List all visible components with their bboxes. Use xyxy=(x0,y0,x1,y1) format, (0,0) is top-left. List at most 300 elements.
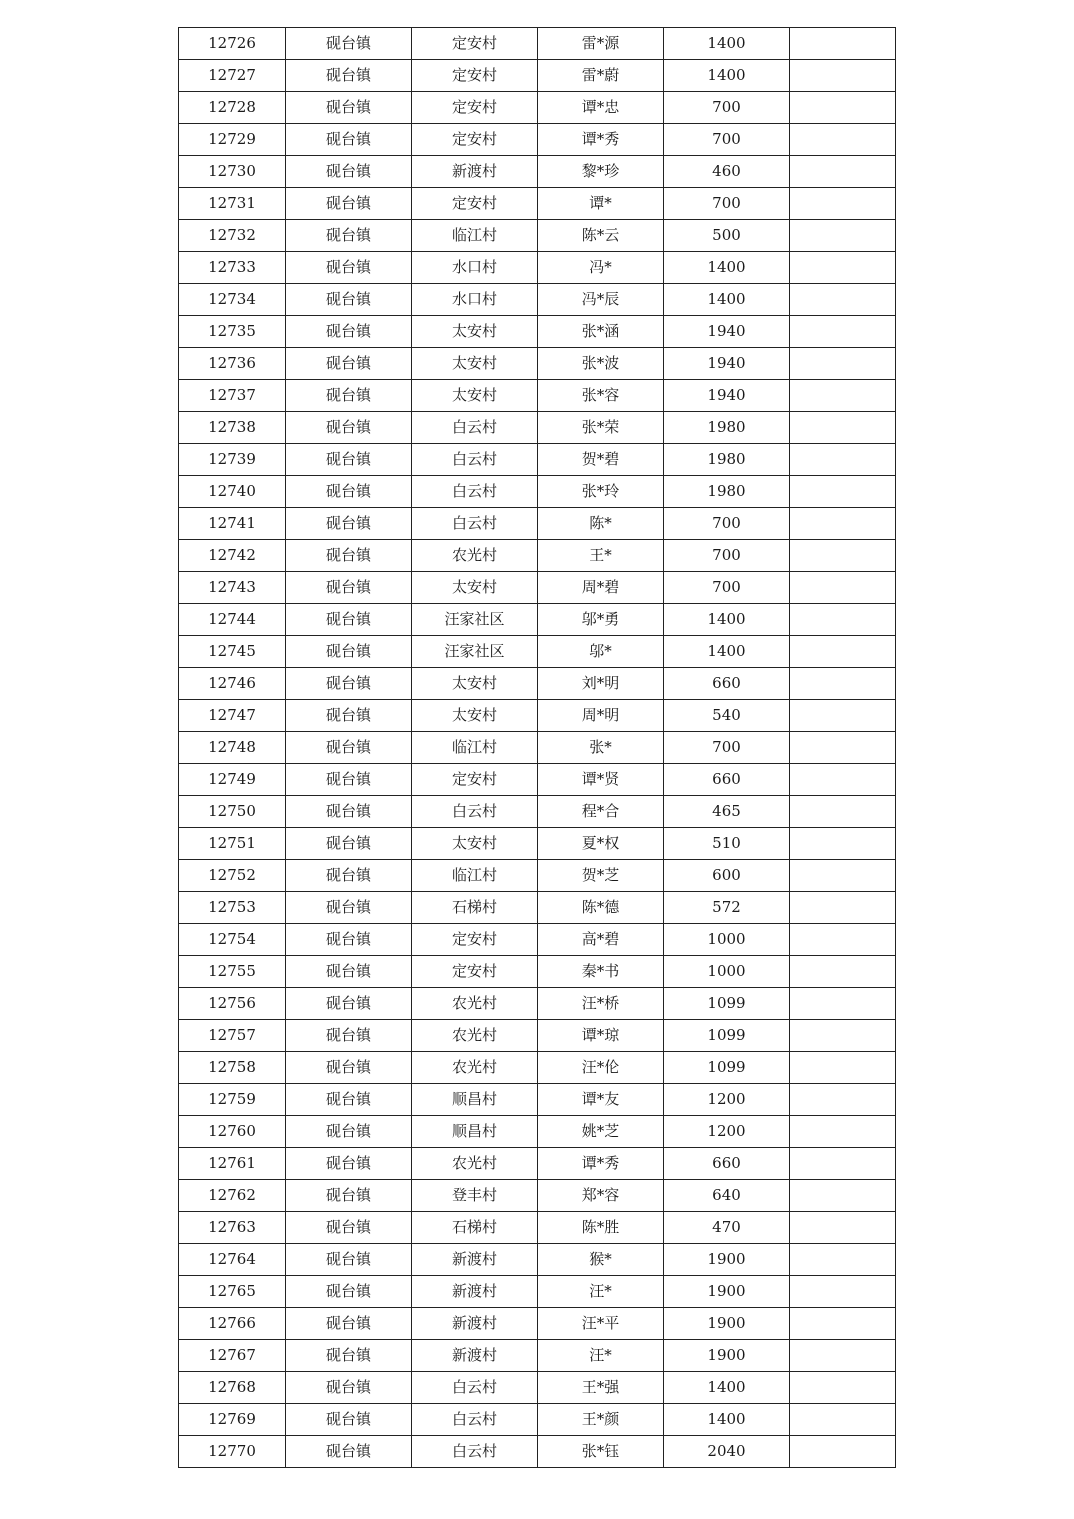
amount-cell: 510 xyxy=(664,828,790,860)
village-cell: 临江村 xyxy=(412,860,538,892)
row-number-cell: 12736 xyxy=(179,348,286,380)
row-number-cell: 12765 xyxy=(179,1276,286,1308)
remark-cell xyxy=(790,956,896,988)
table-row xyxy=(179,1244,896,1276)
row-number-cell: 12727 xyxy=(179,60,286,92)
remark-cell xyxy=(790,92,896,124)
remark-cell xyxy=(790,668,896,700)
row-number-cell: 12745 xyxy=(179,636,286,668)
town-cell: 砚台镇 xyxy=(286,1180,412,1212)
table-row xyxy=(179,92,896,124)
amount-cell: 1900 xyxy=(664,1340,790,1372)
name-cell: 姚*芝 xyxy=(538,1116,664,1148)
town-cell: 砚台镇 xyxy=(286,1148,412,1180)
amount-cell: 660 xyxy=(664,668,790,700)
amount-cell: 1400 xyxy=(664,284,790,316)
row-number-cell: 12732 xyxy=(179,220,286,252)
amount-cell: 640 xyxy=(664,1180,790,1212)
amount-cell: 572 xyxy=(664,892,790,924)
town-cell: 砚台镇 xyxy=(286,156,412,188)
village-cell: 顺昌村 xyxy=(412,1116,538,1148)
name-cell: 周*明 xyxy=(538,700,664,732)
town-cell: 砚台镇 xyxy=(286,1020,412,1052)
village-cell: 白云村 xyxy=(412,412,538,444)
row-number-cell: 12759 xyxy=(179,1084,286,1116)
table-row xyxy=(179,860,896,892)
name-cell: 贺*碧 xyxy=(538,444,664,476)
village-cell: 白云村 xyxy=(412,476,538,508)
amount-cell: 540 xyxy=(664,700,790,732)
remark-cell xyxy=(790,1372,896,1404)
town-cell: 砚台镇 xyxy=(286,892,412,924)
remark-cell xyxy=(790,892,896,924)
row-number-cell: 12743 xyxy=(179,572,286,604)
town-cell: 砚台镇 xyxy=(286,636,412,668)
town-cell: 砚台镇 xyxy=(286,604,412,636)
amount-cell: 1400 xyxy=(664,28,790,60)
name-cell: 冯* xyxy=(538,252,664,284)
village-cell: 汪家社区 xyxy=(412,604,538,636)
amount-cell: 1900 xyxy=(664,1308,790,1340)
name-cell: 夏*权 xyxy=(538,828,664,860)
remark-cell xyxy=(790,1020,896,1052)
table-row xyxy=(179,540,896,572)
village-cell: 白云村 xyxy=(412,1372,538,1404)
village-cell: 农光村 xyxy=(412,1020,538,1052)
town-cell: 砚台镇 xyxy=(286,1372,412,1404)
table-row xyxy=(179,124,896,156)
village-cell: 太安村 xyxy=(412,572,538,604)
name-cell: 谭*秀 xyxy=(538,1148,664,1180)
town-cell: 砚台镇 xyxy=(286,124,412,156)
table-row xyxy=(179,28,896,60)
amount-cell: 1940 xyxy=(664,348,790,380)
amount-cell: 500 xyxy=(664,220,790,252)
table-row xyxy=(179,828,896,860)
remark-cell xyxy=(790,156,896,188)
village-cell: 太安村 xyxy=(412,668,538,700)
table-row xyxy=(179,1404,896,1436)
town-cell: 砚台镇 xyxy=(286,732,412,764)
name-cell: 张*容 xyxy=(538,380,664,412)
village-cell: 临江村 xyxy=(412,220,538,252)
remark-cell xyxy=(790,732,896,764)
table-row xyxy=(179,1084,896,1116)
table-row xyxy=(179,1276,896,1308)
remark-cell xyxy=(790,508,896,540)
name-cell: 猴* xyxy=(538,1244,664,1276)
row-number-cell: 12753 xyxy=(179,892,286,924)
table-row xyxy=(179,956,896,988)
table-row xyxy=(179,188,896,220)
name-cell: 邬* xyxy=(538,636,664,668)
name-cell: 冯*辰 xyxy=(538,284,664,316)
remark-cell xyxy=(790,220,896,252)
village-cell: 新渡村 xyxy=(412,1276,538,1308)
village-cell: 农光村 xyxy=(412,1052,538,1084)
row-number-cell: 12742 xyxy=(179,540,286,572)
town-cell: 砚台镇 xyxy=(286,572,412,604)
amount-cell: 700 xyxy=(664,188,790,220)
town-cell: 砚台镇 xyxy=(286,988,412,1020)
remark-cell xyxy=(790,1340,896,1372)
amount-cell: 660 xyxy=(664,764,790,796)
table-row xyxy=(179,764,896,796)
table-row xyxy=(179,1308,896,1340)
amount-cell: 600 xyxy=(664,860,790,892)
amount-cell: 1980 xyxy=(664,412,790,444)
name-cell: 刘*明 xyxy=(538,668,664,700)
name-cell: 秦*书 xyxy=(538,956,664,988)
town-cell: 砚台镇 xyxy=(286,380,412,412)
village-cell: 定安村 xyxy=(412,124,538,156)
town-cell: 砚台镇 xyxy=(286,700,412,732)
remark-cell xyxy=(790,1244,896,1276)
amount-cell: 1400 xyxy=(664,252,790,284)
row-number-cell: 12728 xyxy=(179,92,286,124)
remark-cell xyxy=(790,1148,896,1180)
table-row xyxy=(179,348,896,380)
village-cell: 太安村 xyxy=(412,316,538,348)
amount-cell: 2040 xyxy=(664,1436,790,1468)
remark-cell xyxy=(790,316,896,348)
row-number-cell: 12746 xyxy=(179,668,286,700)
name-cell: 周*碧 xyxy=(538,572,664,604)
table-row xyxy=(179,1436,896,1468)
town-cell: 砚台镇 xyxy=(286,284,412,316)
amount-cell: 1980 xyxy=(664,444,790,476)
remark-cell xyxy=(790,28,896,60)
amount-cell: 700 xyxy=(664,508,790,540)
table-row xyxy=(179,220,896,252)
row-number-cell: 12756 xyxy=(179,988,286,1020)
table-row xyxy=(179,412,896,444)
remark-cell xyxy=(790,828,896,860)
name-cell: 汪* xyxy=(538,1276,664,1308)
remark-cell xyxy=(790,700,896,732)
table-row xyxy=(179,60,896,92)
remark-cell xyxy=(790,1212,896,1244)
row-number-cell: 12755 xyxy=(179,956,286,988)
row-number-cell: 12751 xyxy=(179,828,286,860)
village-cell: 水口村 xyxy=(412,284,538,316)
row-number-cell: 12752 xyxy=(179,860,286,892)
village-cell: 新渡村 xyxy=(412,1244,538,1276)
table-row xyxy=(179,380,896,412)
name-cell: 雷*源 xyxy=(538,28,664,60)
village-cell: 新渡村 xyxy=(412,1340,538,1372)
village-cell: 太安村 xyxy=(412,348,538,380)
amount-cell: 1900 xyxy=(664,1244,790,1276)
remark-cell xyxy=(790,1180,896,1212)
remark-cell xyxy=(790,380,896,412)
table-row xyxy=(179,156,896,188)
amount-cell: 1000 xyxy=(664,924,790,956)
row-number-cell: 12739 xyxy=(179,444,286,476)
row-number-cell: 12741 xyxy=(179,508,286,540)
row-number-cell: 12733 xyxy=(179,252,286,284)
name-cell: 谭*忠 xyxy=(538,92,664,124)
table-body xyxy=(179,28,896,1468)
village-cell: 定安村 xyxy=(412,60,538,92)
table-row xyxy=(179,796,896,828)
village-cell: 汪家社区 xyxy=(412,636,538,668)
town-cell: 砚台镇 xyxy=(286,60,412,92)
amount-cell: 700 xyxy=(664,732,790,764)
amount-cell: 1400 xyxy=(664,636,790,668)
town-cell: 砚台镇 xyxy=(286,476,412,508)
town-cell: 砚台镇 xyxy=(286,924,412,956)
row-number-cell: 12760 xyxy=(179,1116,286,1148)
town-cell: 砚台镇 xyxy=(286,956,412,988)
village-cell: 太安村 xyxy=(412,380,538,412)
name-cell: 邬*勇 xyxy=(538,604,664,636)
table-row xyxy=(179,1372,896,1404)
row-number-cell: 12735 xyxy=(179,316,286,348)
table-row xyxy=(179,1180,896,1212)
town-cell: 砚台镇 xyxy=(286,1404,412,1436)
amount-cell: 465 xyxy=(664,796,790,828)
village-cell: 白云村 xyxy=(412,796,538,828)
village-cell: 农光村 xyxy=(412,1148,538,1180)
name-cell: 陈*德 xyxy=(538,892,664,924)
name-cell: 高*碧 xyxy=(538,924,664,956)
amount-cell: 1400 xyxy=(664,604,790,636)
row-number-cell: 12762 xyxy=(179,1180,286,1212)
town-cell: 砚台镇 xyxy=(286,540,412,572)
remark-cell xyxy=(790,476,896,508)
village-cell: 顺昌村 xyxy=(412,1084,538,1116)
row-number-cell: 12738 xyxy=(179,412,286,444)
town-cell: 砚台镇 xyxy=(286,188,412,220)
name-cell: 张*玲 xyxy=(538,476,664,508)
row-number-cell: 12749 xyxy=(179,764,286,796)
table-row xyxy=(179,444,896,476)
row-number-cell: 12729 xyxy=(179,124,286,156)
amount-cell: 1200 xyxy=(664,1084,790,1116)
row-number-cell: 12767 xyxy=(179,1340,286,1372)
remark-cell xyxy=(790,636,896,668)
remark-cell xyxy=(790,1436,896,1468)
name-cell: 张*波 xyxy=(538,348,664,380)
remark-cell xyxy=(790,796,896,828)
village-cell: 太安村 xyxy=(412,828,538,860)
amount-cell: 460 xyxy=(664,156,790,188)
remark-cell xyxy=(790,348,896,380)
row-number-cell: 12766 xyxy=(179,1308,286,1340)
data-table xyxy=(178,27,896,1468)
remark-cell xyxy=(790,572,896,604)
village-cell: 石梯村 xyxy=(412,1212,538,1244)
amount-cell: 1099 xyxy=(664,1020,790,1052)
village-cell: 定安村 xyxy=(412,28,538,60)
town-cell: 砚台镇 xyxy=(286,28,412,60)
town-cell: 砚台镇 xyxy=(286,1244,412,1276)
remark-cell xyxy=(790,188,896,220)
name-cell: 张*涵 xyxy=(538,316,664,348)
remark-cell xyxy=(790,60,896,92)
data-table-container xyxy=(178,27,896,1468)
village-cell: 定安村 xyxy=(412,92,538,124)
remark-cell xyxy=(790,1308,896,1340)
table-row xyxy=(179,476,896,508)
amount-cell: 1099 xyxy=(664,1052,790,1084)
name-cell: 汪*伦 xyxy=(538,1052,664,1084)
row-number-cell: 12768 xyxy=(179,1372,286,1404)
town-cell: 砚台镇 xyxy=(286,252,412,284)
name-cell: 谭*贤 xyxy=(538,764,664,796)
town-cell: 砚台镇 xyxy=(286,1116,412,1148)
row-number-cell: 12747 xyxy=(179,700,286,732)
amount-cell: 1940 xyxy=(664,380,790,412)
village-cell: 定安村 xyxy=(412,924,538,956)
town-cell: 砚台镇 xyxy=(286,764,412,796)
remark-cell xyxy=(790,1276,896,1308)
row-number-cell: 12740 xyxy=(179,476,286,508)
table-row xyxy=(179,252,896,284)
table-row xyxy=(179,924,896,956)
table-row xyxy=(179,892,896,924)
village-cell: 农光村 xyxy=(412,988,538,1020)
remark-cell xyxy=(790,444,896,476)
village-cell: 登丰村 xyxy=(412,1180,538,1212)
remark-cell xyxy=(790,1084,896,1116)
name-cell: 程*合 xyxy=(538,796,664,828)
amount-cell: 1099 xyxy=(664,988,790,1020)
town-cell: 砚台镇 xyxy=(286,348,412,380)
town-cell: 砚台镇 xyxy=(286,220,412,252)
amount-cell: 1900 xyxy=(664,1276,790,1308)
table-row xyxy=(179,1212,896,1244)
amount-cell: 700 xyxy=(664,92,790,124)
table-row xyxy=(179,732,896,764)
town-cell: 砚台镇 xyxy=(286,316,412,348)
amount-cell: 1400 xyxy=(664,1372,790,1404)
table-row xyxy=(179,572,896,604)
town-cell: 砚台镇 xyxy=(286,412,412,444)
amount-cell: 1980 xyxy=(664,476,790,508)
village-cell: 新渡村 xyxy=(412,156,538,188)
table-row xyxy=(179,1116,896,1148)
table-row xyxy=(179,284,896,316)
row-number-cell: 12730 xyxy=(179,156,286,188)
table-row xyxy=(179,508,896,540)
amount-cell: 1400 xyxy=(664,60,790,92)
town-cell: 砚台镇 xyxy=(286,828,412,860)
name-cell: 汪* xyxy=(538,1340,664,1372)
remark-cell xyxy=(790,1116,896,1148)
town-cell: 砚台镇 xyxy=(286,444,412,476)
name-cell: 谭*友 xyxy=(538,1084,664,1116)
table-row xyxy=(179,668,896,700)
town-cell: 砚台镇 xyxy=(286,1212,412,1244)
village-cell: 水口村 xyxy=(412,252,538,284)
remark-cell xyxy=(790,252,896,284)
village-cell: 太安村 xyxy=(412,700,538,732)
name-cell: 王* xyxy=(538,540,664,572)
name-cell: 汪*桥 xyxy=(538,988,664,1020)
name-cell: 谭*琼 xyxy=(538,1020,664,1052)
village-cell: 农光村 xyxy=(412,540,538,572)
village-cell: 白云村 xyxy=(412,1404,538,1436)
town-cell: 砚台镇 xyxy=(286,1084,412,1116)
town-cell: 砚台镇 xyxy=(286,1052,412,1084)
town-cell: 砚台镇 xyxy=(286,668,412,700)
row-number-cell: 12737 xyxy=(179,380,286,412)
amount-cell: 1940 xyxy=(664,316,790,348)
name-cell: 张*荣 xyxy=(538,412,664,444)
amount-cell: 700 xyxy=(664,540,790,572)
row-number-cell: 12764 xyxy=(179,1244,286,1276)
row-number-cell: 12734 xyxy=(179,284,286,316)
amount-cell: 1200 xyxy=(664,1116,790,1148)
town-cell: 砚台镇 xyxy=(286,796,412,828)
town-cell: 砚台镇 xyxy=(286,508,412,540)
village-cell: 定安村 xyxy=(412,956,538,988)
name-cell: 王*颜 xyxy=(538,1404,664,1436)
row-number-cell: 12750 xyxy=(179,796,286,828)
table-row xyxy=(179,316,896,348)
remark-cell xyxy=(790,540,896,572)
village-cell: 白云村 xyxy=(412,508,538,540)
village-cell: 定安村 xyxy=(412,188,538,220)
village-cell: 定安村 xyxy=(412,764,538,796)
remark-cell xyxy=(790,284,896,316)
table-row xyxy=(179,1052,896,1084)
row-number-cell: 12770 xyxy=(179,1436,286,1468)
name-cell: 张*钰 xyxy=(538,1436,664,1468)
name-cell: 陈*云 xyxy=(538,220,664,252)
name-cell: 谭*秀 xyxy=(538,124,664,156)
name-cell: 谭* xyxy=(538,188,664,220)
town-cell: 砚台镇 xyxy=(286,92,412,124)
row-number-cell: 12726 xyxy=(179,28,286,60)
remark-cell xyxy=(790,604,896,636)
village-cell: 新渡村 xyxy=(412,1308,538,1340)
town-cell: 砚台镇 xyxy=(286,860,412,892)
table-row xyxy=(179,700,896,732)
amount-cell: 1000 xyxy=(664,956,790,988)
row-number-cell: 12761 xyxy=(179,1148,286,1180)
row-number-cell: 12754 xyxy=(179,924,286,956)
table-row xyxy=(179,604,896,636)
village-cell: 白云村 xyxy=(412,444,538,476)
name-cell: 王*强 xyxy=(538,1372,664,1404)
row-number-cell: 12758 xyxy=(179,1052,286,1084)
village-cell: 石梯村 xyxy=(412,892,538,924)
name-cell: 黎*珍 xyxy=(538,156,664,188)
town-cell: 砚台镇 xyxy=(286,1340,412,1372)
remark-cell xyxy=(790,764,896,796)
row-number-cell: 12763 xyxy=(179,1212,286,1244)
village-cell: 白云村 xyxy=(412,1436,538,1468)
remark-cell xyxy=(790,860,896,892)
table-row xyxy=(179,1020,896,1052)
amount-cell: 660 xyxy=(664,1148,790,1180)
remark-cell xyxy=(790,124,896,156)
table-row xyxy=(179,636,896,668)
name-cell: 陈*胜 xyxy=(538,1212,664,1244)
amount-cell: 1400 xyxy=(664,1404,790,1436)
town-cell: 砚台镇 xyxy=(286,1308,412,1340)
remark-cell xyxy=(790,412,896,444)
row-number-cell: 12744 xyxy=(179,604,286,636)
name-cell: 汪*平 xyxy=(538,1308,664,1340)
row-number-cell: 12757 xyxy=(179,1020,286,1052)
table-row xyxy=(179,988,896,1020)
name-cell: 郑*容 xyxy=(538,1180,664,1212)
remark-cell xyxy=(790,988,896,1020)
